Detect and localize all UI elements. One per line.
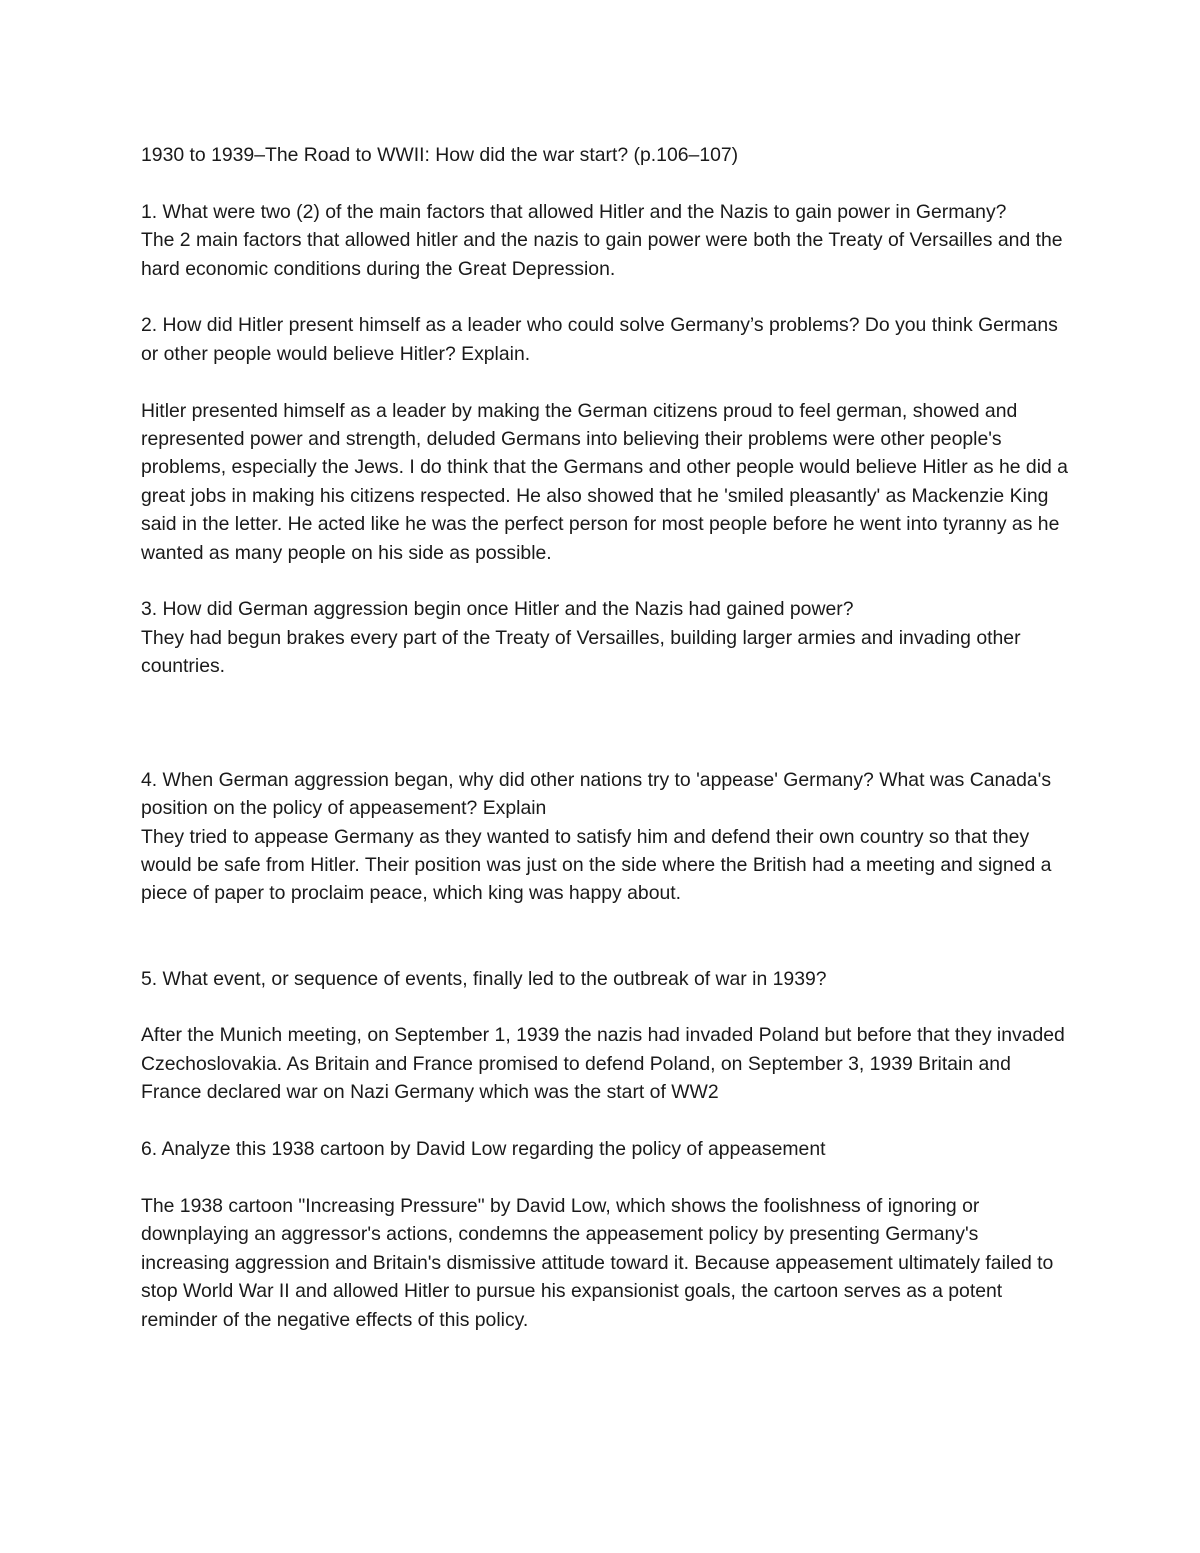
answer-2: Hitler presented himself as a leader by making the German citizens proud to feel german, showed and represented power and strength, deluded Germans into believing their problems were other people's problems, especially the Jews. I do think that the Germans and other people would believe Hitler as he did a great jobs in making his citizens respected. He also showed that he 'smiled pleasantly' as Mackenzie King said in the letter. He acted like he was the perfect person for most people before he went into tyranny as he wanted as many people on his side as possible. bbox=[141, 399, 1068, 564]
answer-3: They had begun brakes every part of the Treaty of Versailles, building larger armies and invading other countries. bbox=[141, 626, 1021, 678]
answer-5: After the Munich meeting, on September 1, 1939 the nazis had invaded Poland but before that they invaded Czechoslovakia. As Britain and France promised to defend Poland, on September 3, 1939 Britain and France declared war on Nazi Germany which was the start of WW2 bbox=[141, 1024, 1065, 1104]
question-6: 6. Analyze this 1938 cartoon by David Low regarding the policy of appeasement bbox=[141, 1138, 826, 1161]
answer-4: They tried to appease Germany as they wanted to satisfy him and defend their own country so that they would be safe from Hitler. Their position was just on the side where the British had a meeting and signed a piece of paper to proclaim peace, which king was happy about. bbox=[141, 825, 1052, 905]
question-2: 2. How did Hitler present himself as a leader who could solve Germany’s problems? Do you think Germans or other people would believe Hitler? Explain. bbox=[141, 314, 1058, 365]
question-1: 1. What were two (2) of the main factors that allowed Hitler and the Nazis to gain power in Germany? bbox=[141, 200, 1007, 223]
spacer bbox=[141, 368, 1071, 396]
document-title: 1930 to 1939–The Road to WWII: How did the war start? (p.106–107) bbox=[141, 144, 739, 166]
spacer bbox=[141, 283, 1071, 311]
spacer bbox=[141, 169, 1071, 197]
spacer bbox=[141, 567, 1071, 595]
question-3: 3. How did German aggression begin once Hitler and the Nazis had gained power? bbox=[141, 598, 854, 621]
spacer bbox=[141, 908, 1071, 965]
spacer bbox=[141, 1163, 1071, 1191]
spacer bbox=[141, 1107, 1071, 1135]
spacer bbox=[141, 993, 1071, 1021]
answer-6: The 1938 cartoon "Increasing Pressure" by David Low, which shows the foolishness of ignoring or downplaying an aggressor's actions, condemns the appeasement policy by presenting Germany's increasing aggression and Britain's dismissive attitude toward it. Because appeasement ultimately failed to stop World War II and allowed Hitler to pursue his expansionist goals, the cartoon serves as a potent reminder of the negative effects of this policy. bbox=[141, 1194, 1054, 1331]
document-body bbox=[141, 141, 1071, 1334]
question-5: 5. What event, or sequence of events, finally led to the outbreak of war in 1939? bbox=[141, 967, 827, 990]
question-4: 4. When German aggression began, why did other nations try to 'appease' Germany? What was Canada's position on the policy of appeasement? Explain bbox=[141, 768, 1052, 820]
spacer bbox=[141, 681, 1071, 766]
answer-1: The 2 main factors that allowed hitler and the nazis to gain power were both the Treaty of Versailles and the hard economic conditions during the Great Depression. bbox=[141, 229, 1063, 280]
